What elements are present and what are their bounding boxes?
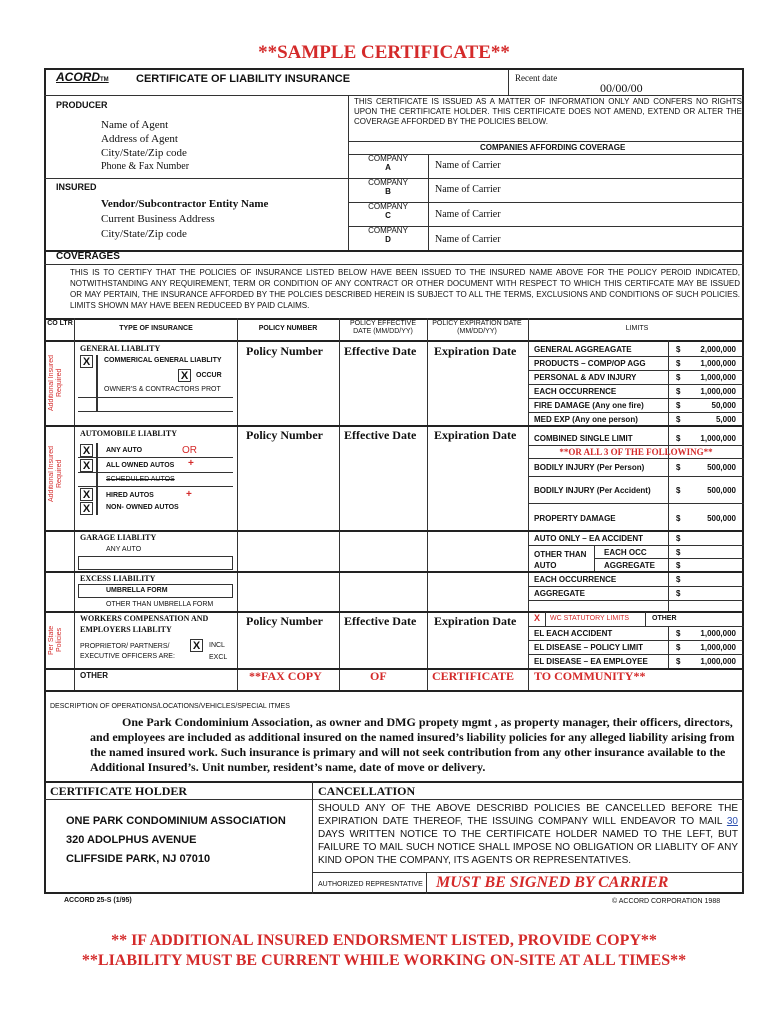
auto-check-any[interactable]: X (80, 444, 93, 457)
wc-limit-label: EL DISEASE – POLICY LIMIT (534, 643, 644, 652)
acord-logo: ACORDTM (56, 70, 109, 84)
company-d-label: COMPANY D (368, 226, 408, 244)
garage-cur: $ (676, 561, 681, 570)
garage-cur: $ (676, 534, 681, 543)
gl-limit-value: 1,000,000 (700, 373, 736, 382)
excess-aggregate: AGGREGATE (534, 589, 585, 598)
gl-check-cgl[interactable]: X (80, 355, 93, 368)
gl-limit-label: EACH OCCURRENCE (534, 387, 617, 396)
gl-limit-label: MED EXP (Any one person) (534, 415, 638, 424)
garage-cur: $ (676, 548, 681, 557)
auth-signature-note: MUST BE SIGNED BY CARRIER (436, 874, 669, 891)
producer-line: Name of Agent (101, 119, 169, 131)
excess-cur: $ (676, 575, 681, 584)
gl-eff: Effective Date (344, 344, 417, 358)
company-c-name: Name of Carrier (435, 209, 501, 220)
garage-any-auto: ANY AUTO (106, 546, 142, 553)
holder-block (66, 812, 286, 869)
gl-limit-label: PRODUCTS – COMP/OP AGG (534, 359, 646, 368)
gl-limit-cur: $ (676, 359, 681, 368)
company-a-label: COMPANY A (368, 154, 408, 172)
auto-eff: Effective Date (344, 428, 417, 442)
gl-item-cgl: COMMERICAL GENERAL LIABLITY (104, 357, 222, 364)
auto-pd-label: PROPERTY DAMAGE (534, 514, 616, 523)
gl-policy: Policy Number (246, 344, 323, 358)
producer-label: PRODUCER (56, 100, 108, 110)
auto-check-owned[interactable]: X (80, 459, 93, 472)
auto-plus: + (188, 458, 194, 469)
auto-scheduled: SCHEDULED AUTOS (106, 476, 175, 483)
garage-each-occ: EACH OCC (604, 548, 647, 557)
col-eff: POLICY EFFECTIVE DATE (MM/DD/YY) (350, 320, 416, 335)
form-id: ACCORD 25-S (1/95) (64, 897, 132, 904)
gl-exp: Expiration Date (434, 344, 517, 358)
gl-title: GENERAL LIABLITY (80, 344, 161, 353)
wc-limit-label: EL DISEASE – EA EMPLOYEE (534, 657, 648, 666)
auto-csl-label: COMBINED SINGLE LIMIT (534, 434, 633, 443)
coverages-text: THIS IS TO CERTIFY THAT THE POLICIES OF INSURANCE LISTED BELOW HAVE BEEN ISSUED TO THE INSURED NAME ABOVE FOR THE POLICY PEROID INDICATED, NOTWITHSTANDING ANY REQUIREMENT, TERM OR CONDITION OF ANY CONTRACT OR OTHER DOCUMENT WITH RESPECT TO WHICH THIS CERTIFCATE MAY BE ISSUED OR MAY PERTAIN, THE INSURANCE AFFORDED BY THE POLCIES DESCRIBED HEREIN IS SUBJECT TO ALL THE TERMS, EXCLUSIONS AND CONDITIONS OF SUCH POLICIES. LIMITS SHOWN MAY HAVE BEEN REDUCEED BY PAID CLAIMS. (70, 268, 740, 310)
cancellation-text: SHOULD ANY OF THE ABOVE DESCRIBD POLICIES BE CANCELLED BEFORE THE EXPIRATION DATE THEREOF, THE ISSUING COMPANY WILL ENDEAVOR TO MAIL 30 DAYS WRITTEN NOTICE TO THE CERTIFICATE HOLDER NAMED TO THE LEFT, BUT FAILURE TO MAIL SUCH NOTICE SHALL IMPOSE NO OBLIGATION OR LIABLITY OF ANY KIND OPON THE COMPANY, ITS AGENTS OR REPRESENTATIVES. (318, 803, 738, 866)
excess-other: OTHER THAN UMBRELLA FORM (106, 601, 214, 608)
wc-limit-value: 1,000,000 (700, 629, 736, 638)
gl-limit-cur: $ (676, 401, 681, 410)
auto-non-owned: NON- OWNED AUTOS (106, 504, 179, 511)
gl-limit-label: PERSONAL & ADV INJURY (534, 373, 637, 382)
excess-umbrella: UMBRELLA FORM (106, 587, 168, 594)
excess-title: EXCESS LIABILITY (80, 574, 156, 583)
gl-limit-cur: $ (676, 345, 681, 354)
garage-other-than: OTHER THAN AUTO (534, 550, 587, 570)
gl-item-occur: OCCUR (196, 372, 222, 379)
insured-block (101, 197, 268, 242)
date-label: Recent date (515, 73, 558, 83)
gl-limit-value: 1,000,000 (700, 359, 736, 368)
producer-block (101, 118, 189, 174)
form-title: CERTIFICATE OF LIABILITY INSURANCE (136, 73, 351, 85)
info-text: THIS CERTIFICATE IS ISSUED AS A MATTER OF INFORMATION ONLY AND CONFERS NO RIGHTS UPON THE CERTIFICATE HOLDER. THIS CERTIFICATE DOES NOT AMEND, EXTEND OR ALTER THE COVERAGE AFFORDED BY THE POLICIES BELOW. (354, 97, 742, 126)
description-label: DESCRIPTION OF OPERATIONS/LOCATIONS/VEHICLES/SPECIAL ITMES (50, 703, 290, 710)
auto-bi-person-value: 500,000 (707, 463, 736, 472)
gl-limit-label: GENERAL AGGREAGATE (534, 345, 632, 354)
gl-side-note: Additional Insured Required (48, 354, 63, 412)
auto-pd-cur: $ (676, 514, 681, 523)
company-a-name: Name of Carrier (435, 160, 501, 171)
wc-incl: INCL (209, 642, 225, 649)
garage-blank (78, 556, 233, 570)
other-certificate: CERTIFICATE (432, 669, 515, 683)
auto-title: AUTOMOBILE LIABLITY (80, 429, 177, 438)
gl-limit-value: 5,000 (715, 415, 736, 424)
holder-label: CERTIFICATE HOLDER (50, 784, 188, 798)
gl-item-owners: OWNER'S & CONTRACTORS PROT (104, 386, 221, 393)
auth-rep-label: AUTHORIZED REPRESNTATIVE (318, 881, 423, 888)
wc-excl: EXCL (209, 654, 228, 661)
auto-or-all: **OR ALL 3 OF THE FOLLOWING** (559, 447, 713, 457)
holder-line: 320 ADOLPHUS AVENUE (66, 834, 197, 846)
coverages-label: COVERAGES (56, 251, 120, 262)
wc-exp: Expiration Date (434, 614, 517, 628)
other-fax-copy: **FAX COPY (249, 669, 322, 683)
other-community: TO COMMUNITY** (534, 669, 646, 683)
wc-limit-cur: $ (676, 657, 681, 666)
producer-line: Phone & Fax Number (101, 161, 190, 172)
date-value: 00/00/00 (600, 81, 643, 95)
insured-line: City/State/Zip code (101, 228, 187, 240)
notice-endorsement: ** IF ADDITIONAL INSURED ENDORSMENT LISTED, PROVIDE COPY** (111, 932, 657, 949)
description-text: One Park Condominium Association, as owner and DMG propety mgmt , as property manager, their officers, directors, and employees are included as additional insured on the named insured’s liability policies for any alleged liability arising from the named insured work. Such insurance is primary and will not seek contribution from any other insurance available to the Additional Insured’s. Unit number, resident’s name, date of move or delivery. (90, 715, 735, 774)
col-co-ltr: CO LTR (47, 320, 73, 327)
insured-line: Vendor/Subcontractor Entity Name (101, 198, 269, 210)
producer-line: Address of Agent (101, 133, 178, 145)
auto-csl-value: 1,000,000 (700, 434, 736, 443)
wc-limit-cur: $ (676, 629, 681, 638)
copyright: © ACCORD CORPORATION 1988 (612, 898, 721, 905)
companies-heading: COMPANIES AFFORDING COVERAGE (480, 143, 626, 152)
wc-limit-value: 1,000,000 (700, 643, 736, 652)
auto-or: OR (182, 445, 197, 456)
company-b-label: COMPANY B (368, 178, 408, 196)
other-label: OTHER (80, 671, 108, 680)
col-type: TYPE OF INSURANCE (119, 325, 193, 332)
cancellation-days: 30 (726, 816, 738, 827)
wc-limit-label: EL EACH ACCIDENT (534, 629, 613, 638)
auto-policy: Policy Number (246, 428, 323, 442)
company-c-label: COMPANY C (368, 202, 408, 220)
wc-limit-value: 1,000,000 (700, 657, 736, 666)
garage-auto-only: AUTO ONLY – EA ACCIDENT (534, 534, 644, 543)
company-d-name: Name of Carrier (435, 234, 501, 245)
wc-check-statutory[interactable]: X (534, 613, 541, 623)
auto-bi-accident-cur: $ (676, 486, 681, 495)
gl-limit-cur: $ (676, 415, 681, 424)
auto-bi-accident-label: BODILY INJURY (Per Accident) (534, 486, 651, 495)
wc-eff: Effective Date (344, 614, 417, 628)
top-banner: **SAMPLE CERTIFICATE** (258, 42, 510, 63)
holder-line: ONE PARK CONDOMINIUM ASSOCIATION (66, 815, 286, 827)
insured-line: Current Business Address (101, 213, 215, 225)
gl-check-occur[interactable]: X (178, 369, 191, 382)
auto-pd-value: 500,000 (707, 514, 736, 523)
wc-other: OTHER (652, 615, 677, 622)
auto-side-note: Additional Insured Required (48, 445, 63, 503)
cancellation-label: CANCELLATION (318, 784, 416, 798)
insured-label: INSURED (56, 182, 97, 192)
col-exp: POLICY EXPIRATION DATE (MM/DD/YY) (432, 320, 522, 335)
excess-cur: $ (676, 589, 681, 598)
wc-title: WORKERS COMPENSATION AND EMPLOYERS LIABLITY (80, 614, 209, 634)
auto-any-auto: ANY AUTO (106, 447, 143, 454)
auto-csl-cur: $ (676, 434, 681, 443)
notice-liability: **LIABILITY MUST BE CURRENT WHILE WORKING ON-SITE AT ALL TIMES** (81, 952, 687, 969)
gl-limit-value: 2,000,000 (700, 345, 736, 354)
auto-hired: HIRED AUTOS (106, 492, 154, 499)
auto-bi-accident-value: 500,000 (707, 486, 736, 495)
auto-exp: Expiration Date (434, 428, 517, 442)
auto-plus: + (186, 489, 192, 500)
wc-side-note: Per State Policies (48, 625, 63, 655)
gl-limit-cur: $ (676, 373, 681, 382)
company-b-name: Name of Carrier (435, 184, 501, 195)
garage-title: GARAGE LIABLITY (80, 533, 157, 542)
auto-bi-person-cur: $ (676, 463, 681, 472)
wc-check-incl[interactable]: X (190, 639, 203, 652)
wc-statutory: WC STATUTORY LIMITS (550, 615, 630, 622)
gl-limit-value: 1,000,000 (700, 387, 736, 396)
wc-proprietor: PROPRIETOR/ PARTNERS/ EXECUTIVE OFFICERS ARE: (80, 643, 175, 660)
col-limits: LIMITS (625, 325, 649, 332)
excess-each-occ: EACH OCCURRENCE (534, 575, 617, 584)
garage-aggregate: AGGREGATE (604, 561, 655, 570)
wc-limit-cur: $ (676, 643, 681, 652)
col-policy: POLICY NUMBER (258, 325, 318, 332)
gl-limit-value: 50,000 (711, 401, 736, 410)
auto-check-nonowned[interactable]: X (80, 502, 93, 515)
auto-all-owned: ALL OWNED AUTOS (106, 462, 175, 469)
auto-bi-person-label: BODILY INJURY (Per Person) (534, 463, 645, 472)
wc-policy: Policy Number (246, 614, 323, 628)
gl-limit-label: FIRE DAMAGE (Any one fire) (534, 401, 644, 410)
gl-limit-cur: $ (676, 387, 681, 396)
other-of: OF (370, 669, 387, 683)
holder-line: CLIFFSIDE PARK, NJ 07010 (66, 853, 211, 865)
auto-check-hired[interactable]: X (80, 488, 93, 501)
producer-line: City/State/Zip code (101, 147, 187, 159)
